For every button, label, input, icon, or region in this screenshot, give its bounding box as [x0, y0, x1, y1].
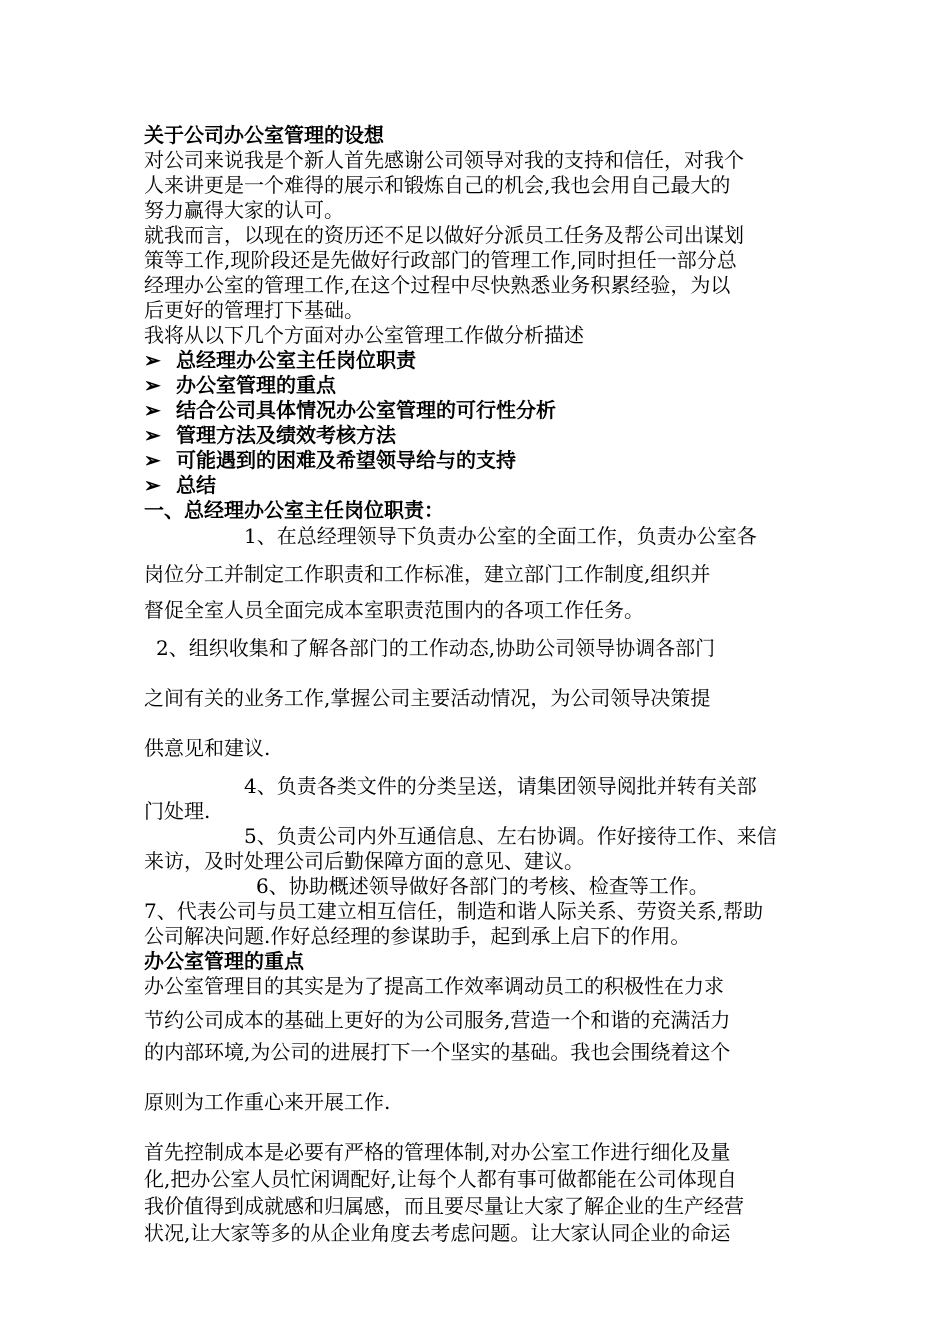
outline-item-label: 总结 — [176, 473, 216, 497]
body-line: 我价值得到成就感和归属感，而且要尽量让大家了解企业的生产经营 — [144, 1194, 744, 1218]
duty-line: 4、负责各类文件的分类呈送，请集团领导阅批并转有关部 — [244, 774, 757, 798]
bullet-arrow-icon: ➢ — [144, 373, 161, 397]
body-line: 原则为工作重心来开展工作. — [144, 1090, 391, 1114]
outline-item — [144, 348, 416, 372]
duty-line: 供意见和建议. — [144, 736, 271, 760]
bullet-arrow-icon: ➢ — [144, 423, 161, 447]
intro-line: 后更好的管理打下基础。 — [144, 298, 364, 322]
duty-line: 7、代表公司与员工建立相互信任，制造和谐人际关系、劳资关系,帮助 — [144, 899, 764, 923]
duty-line: 来访，及时处理公司后勤保障方面的意见、建议。 — [144, 849, 584, 873]
body-line: 办公室管理目的其实是为了提高工作效率调动员工的积极性在力求 — [144, 974, 724, 998]
intro-line: 人来讲更是一个难得的展示和锻炼自己的机会,我也会用自己最大的 — [144, 173, 731, 197]
intro-line: 我将从以下几个方面对办公室管理工作做分析描述 — [144, 323, 584, 347]
outline-item — [144, 448, 516, 472]
duty-line: 岗位分工并制定工作职责和工作标准，建立部门工作制度,组织并 — [144, 562, 711, 586]
outline-item-label: 管理方法及绩效考核方法 — [176, 423, 396, 447]
body-line: 状况,让大家等多的从企业角度去考虑问题。让大家认同企业的命运 — [144, 1221, 731, 1245]
section-heading: 一、总经理办公室主任岗位职责： — [144, 498, 444, 522]
body-line: 的内部环境,为公司的进展打下一个坚实的基础。我也会围绕着这个 — [144, 1040, 731, 1064]
outline-item — [144, 373, 336, 397]
duty-line: 之间有关的业务工作,掌握公司主要活动情况，为公司领导决策提 — [144, 686, 711, 710]
outline-item — [144, 398, 556, 422]
intro-line: 就我而言，以现在的资历还不足以做好分派员工任务及帮公司出谋划 — [144, 223, 744, 247]
outline-item — [144, 423, 396, 447]
body-line: 首先控制成本是必要有严格的管理体制,对办公室工作进行细化及量 — [144, 1140, 731, 1164]
outline-item-label: 可能遇到的困难及希望领导给与的支持 — [176, 448, 516, 472]
intro-line: 策等工作,现阶段还是先做好行政部门的管理工作,同时担任一部分总 — [144, 248, 737, 272]
intro-line: 对公司来说我是个新人首先感谢公司领导对我的支持和信任，对我个 — [144, 148, 744, 172]
bullet-arrow-icon: ➢ — [144, 348, 161, 372]
duty-line: 6、协助概述领导做好各部门的考核、检查等工作。 — [256, 874, 709, 898]
bullet-arrow-icon: ➢ — [144, 448, 161, 472]
duty-line: 5、负责公司内外互通信息、左右协调。作好接待工作、来信 — [244, 824, 777, 848]
document-title: 关于公司办公室管理的设想 — [144, 123, 384, 147]
outline-item-label: 办公室管理的重点 — [176, 373, 336, 397]
duty-line: 公司解决问题.作好总经理的参谋助手，起到承上启下的作用。 — [144, 924, 691, 948]
duty-line: 2、组织收集和了解各部门的工作动态,协助公司领导协调各部门 — [156, 636, 716, 660]
bullet-arrow-icon: ➢ — [144, 473, 161, 497]
duty-line: 1、在总经理领导下负责办公室的全面工作，负责办公室各 — [244, 524, 757, 548]
section-heading: 办公室管理的重点 — [144, 949, 304, 973]
outline-item-label: 结合公司具体情况办公室管理的可行性分析 — [176, 398, 556, 422]
outline-item-label: 总经理办公室主任岗位职责 — [176, 348, 416, 372]
duty-line: 门处理. — [144, 799, 211, 823]
body-line: 化,把办公室人员忙闲调配好,让每个人都有事可做都能在公司体现自 — [144, 1167, 737, 1191]
duty-line: 督促全室人员全面完成本室职责范围内的各项工作任务。 — [144, 598, 644, 622]
intro-line: 努力赢得大家的认可。 — [144, 198, 344, 222]
intro-line: 经理办公室的管理工作,在这个过程中尽快熟悉业务积累经验，为以 — [144, 273, 731, 297]
body-line: 节约公司成本的基础上更好的为公司服务,营造一个和谐的充满活力 — [144, 1008, 731, 1032]
bullet-arrow-icon: ➢ — [144, 398, 161, 422]
outline-item — [144, 473, 216, 497]
